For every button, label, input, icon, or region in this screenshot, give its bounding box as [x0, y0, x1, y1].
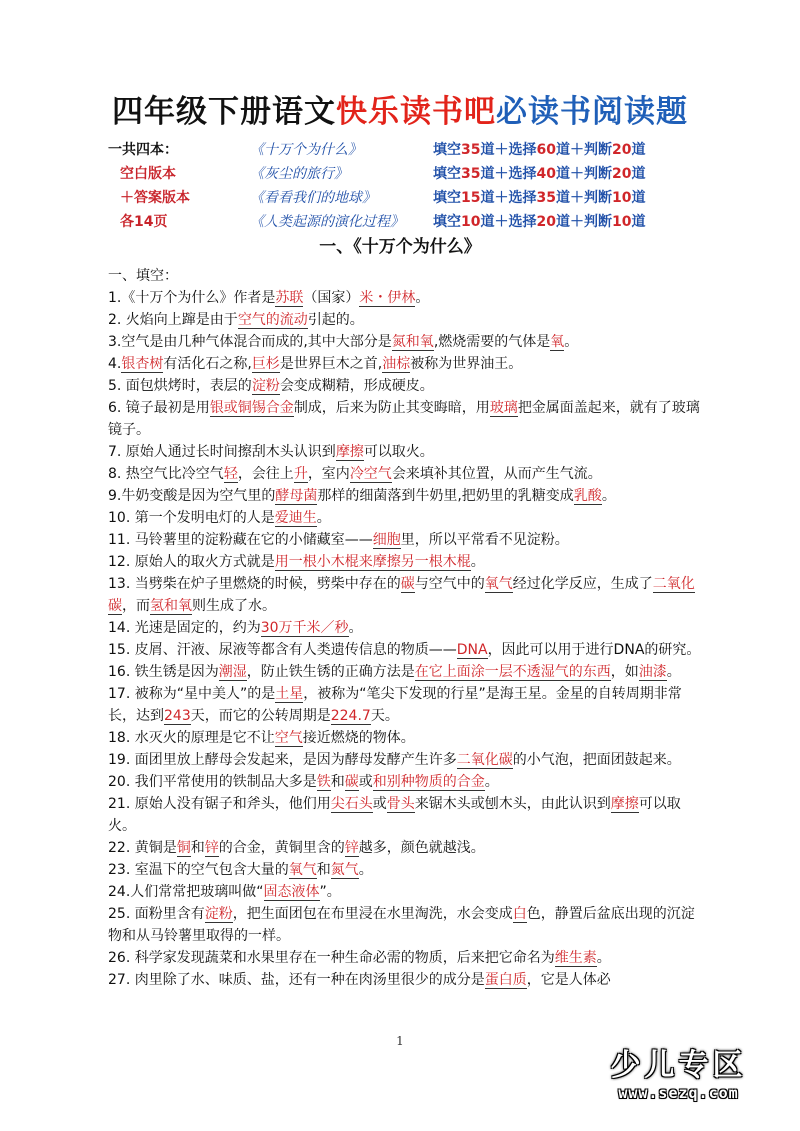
question-text: 24.人们常常把玻璃叫做“	[108, 884, 264, 900]
answer-blank: 升	[293, 466, 308, 482]
book-title: 《灰尘的旅行》	[250, 166, 348, 182]
question-text: 25. 面粉里含有	[108, 906, 205, 922]
watermark-text: 少儿专区	[610, 1048, 747, 1083]
answer-blank: 二氧化碳	[456, 752, 513, 768]
question-text: 20. 我们平常使用的铁制品大多是	[108, 774, 317, 790]
answer-blank: 细胞	[372, 532, 401, 548]
answer-blank: 土星	[275, 686, 304, 702]
answer-blank: 空气的流动	[237, 312, 308, 328]
answer-blank: 224.7	[330, 708, 371, 724]
count-number: 35	[536, 190, 556, 206]
question-text: 。	[470, 554, 485, 570]
answer-blank: 银或铜锡合金	[209, 400, 294, 416]
question-text: 8. 热空气比冷空气	[108, 466, 224, 482]
question-counts	[433, 210, 645, 234]
question-text: 22. 黄铜是	[108, 840, 177, 856]
answer-blank: 油漆	[638, 664, 667, 680]
question-text: 色，静置后盆底出现的沉淀物和从马铃薯里取得的一样。	[108, 906, 695, 944]
question-text: 12. 原始人的取火方式就是	[108, 554, 275, 570]
answer-blank: 在它上面涂一层不透湿气的东西	[414, 664, 611, 680]
count-text: 道	[631, 190, 646, 206]
count-text: 填空	[433, 142, 461, 158]
answer-blank: 乳酸	[573, 488, 602, 504]
count-text: 道＋选择	[480, 214, 537, 230]
book-title: 《看看我们的地球》	[250, 190, 376, 206]
question-text: 19. 面团里放上酵母会发起来，是因为酵母发酵产生许多	[108, 752, 457, 768]
count-text: 道＋选择	[480, 190, 537, 206]
question-text: 23. 室温下的空气包含大量的	[108, 862, 289, 878]
count-text: 道＋判断	[555, 142, 612, 158]
question-text: 7. 原始人通过长时间擦刮木头认识到	[108, 444, 336, 460]
question-text: 或	[372, 796, 387, 812]
watermark-url: www.sezq.com	[618, 1084, 739, 1102]
answer-blank: 爱迪生	[274, 510, 317, 526]
question-item	[108, 727, 706, 749]
question-text: 16. 铁生锈是因为	[108, 664, 219, 680]
question-text: 27. 肉里除了水、味质、盐，还有一种在肉汤里很少的成分是	[108, 972, 485, 988]
answer-blank: 氧气	[288, 862, 317, 878]
question-text: 或	[358, 774, 373, 790]
question-item	[108, 529, 706, 551]
question-item	[108, 309, 706, 331]
page-number: 1	[396, 1034, 404, 1048]
question-item	[108, 573, 706, 617]
count-text: 道	[631, 166, 646, 182]
question-counts	[433, 162, 645, 186]
question-text: 。	[601, 488, 616, 504]
question-text: ，而	[122, 598, 150, 614]
count-number: 20	[536, 214, 556, 230]
answer-blank: 氢和氧	[150, 598, 192, 614]
question-item	[108, 331, 706, 353]
count-text: 填空	[433, 166, 461, 182]
question-item	[108, 617, 706, 639]
question-text: 可以取火。	[363, 444, 434, 460]
answer-blank: 铜	[176, 840, 191, 856]
count-number: 35	[461, 166, 481, 182]
question-text: 可以取火。	[108, 796, 681, 834]
answer-blank: 油棕	[382, 356, 411, 372]
question-text: ，会往上	[237, 466, 294, 482]
title-part-2: 快乐读书吧	[336, 94, 496, 130]
question-item	[108, 287, 706, 309]
question-text: 接近燃烧的物体。	[302, 730, 415, 746]
count-text: 填空	[433, 190, 461, 206]
count-text: 道＋选择	[480, 142, 537, 158]
count-number: 10	[611, 190, 632, 206]
question-item	[108, 793, 706, 837]
question-text: 则生成了水。	[192, 598, 276, 614]
intro-label: 一共四本：	[108, 142, 178, 158]
count-number: 20	[611, 166, 632, 182]
question-text: 。	[484, 774, 499, 790]
question-text: 18. 水灭火的原理是它不让	[108, 730, 275, 746]
question-item	[108, 485, 706, 507]
count-text: 道	[631, 214, 646, 230]
title-part-3: 必读书阅读题	[496, 94, 688, 130]
count-number: 60	[536, 142, 556, 158]
question-text: 和	[190, 840, 205, 856]
answer-blank: 碳	[400, 576, 415, 592]
question-list	[108, 265, 706, 991]
intro-label: 各14页	[120, 214, 168, 230]
question-text: ,燃烧需要的气体是	[433, 334, 551, 350]
question-text: ，室内	[307, 466, 350, 482]
answer-blank: 银杏树	[121, 356, 164, 372]
question-text: 3.空气是由几种气体混合而成的,其中大部分是	[108, 334, 392, 350]
title-part-1: 四年级下册语文	[112, 94, 336, 130]
question-counts	[433, 186, 645, 210]
answer-blank: 氮和氧	[391, 334, 434, 350]
question-text: ”。	[319, 884, 341, 900]
answer-blank: 蛋白质	[484, 972, 527, 988]
count-text: 道＋判断	[555, 214, 612, 230]
answer-blank: 尖石头	[330, 796, 373, 812]
question-counts	[433, 138, 645, 162]
count-text: 道＋判断	[555, 190, 612, 206]
subheading: 一、填空：	[108, 268, 178, 284]
question-text: 15. 皮屑、汗液、尿液等都含有人类遗传信息的物质——	[108, 642, 457, 658]
answer-blank: 和别种物质的合金	[372, 774, 485, 790]
question-item	[108, 903, 706, 947]
question-text: 14. 光速是固定的，约为	[108, 620, 261, 636]
question-item	[108, 639, 706, 661]
book-list-intro	[108, 138, 708, 234]
book-title: 《十万个为什么》	[250, 142, 362, 158]
answer-blank: 碳	[344, 774, 359, 790]
question-text: 是世界巨木之首,	[279, 356, 383, 372]
page-title	[0, 86, 800, 131]
question-text: 制成，后来为防止其变晦暗，用	[293, 400, 490, 416]
answer-blank: 维生素	[554, 950, 597, 966]
question-text: 天。	[370, 708, 399, 724]
question-item	[108, 463, 706, 485]
question-text: 。	[596, 950, 611, 966]
count-number: 20	[611, 142, 632, 158]
question-text: 与空气中的	[414, 576, 485, 592]
question-item	[108, 859, 706, 881]
question-text: 。	[348, 620, 363, 636]
answer-blank: 空气	[274, 730, 303, 746]
question-text: ，防止铁生锈的正确方法是	[246, 664, 415, 680]
answer-blank: 氧	[550, 334, 565, 350]
answer-blank: 锌	[344, 840, 359, 856]
count-text: 道＋选择	[480, 166, 537, 182]
count-number: 40	[536, 166, 556, 182]
question-text: 。	[316, 510, 331, 526]
question-text: 那样的细菌落到牛奶里,把奶里的乳糖变成	[317, 488, 574, 504]
question-item	[108, 771, 706, 793]
question-text: 的小气泡，把面团鼓起来。	[512, 752, 681, 768]
question-item	[108, 551, 706, 573]
question-item	[108, 353, 706, 375]
section-title: 一、《十万个为什么》	[319, 237, 481, 257]
question-text: 26. 科学家发现蔬菜和水果里存在一种生命必需的物质，后来把它命名为	[108, 950, 555, 966]
answer-blank: 30万千米／秒	[260, 620, 349, 636]
count-text: 填空	[433, 214, 461, 230]
question-text: 。	[666, 664, 681, 680]
question-text: ，被称为“笔尖下发现的行星”是海王星。金星的自转周期非常长，达到	[108, 686, 682, 724]
question-text: 里，所以平常看不见淀粉。	[400, 532, 569, 548]
question-text: 。	[415, 290, 430, 306]
question-text: 4.	[108, 356, 122, 372]
count-number: 10	[461, 214, 481, 230]
answer-blank: 巨杉	[251, 356, 280, 372]
question-text: 。	[358, 862, 373, 878]
answer-blank: 冷空气	[349, 466, 392, 482]
answer-blank: 轻	[223, 466, 238, 482]
question-text: 10. 第一个发明电灯的人是	[108, 510, 275, 526]
question-item	[108, 661, 706, 683]
count-text: 道	[631, 142, 646, 158]
question-item	[108, 881, 706, 903]
watermark-logo	[591, 1040, 766, 1102]
question-item	[108, 837, 706, 859]
question-text: 有活化石之称,	[163, 356, 252, 372]
question-text: 9.牛奶变酸是因为空气里的	[108, 488, 276, 504]
question-text: 被称为世界油王。	[410, 356, 523, 372]
question-text: 把金属面盖起来，就有了玻璃镜子。	[108, 400, 700, 438]
answer-blank: 米・伊林	[359, 290, 416, 306]
question-text: 11. 马铃薯里的淀粉藏在它的小储藏室——	[108, 532, 373, 548]
answer-blank: 玻璃	[489, 400, 518, 416]
question-text: 的合金，黄铜里含的	[218, 840, 345, 856]
answer-blank: 酵母菌	[275, 488, 318, 504]
answer-blank: 潮湿	[218, 664, 247, 680]
book-title: 《人类起源的演化过程》	[250, 214, 404, 230]
count-number: 15	[461, 190, 481, 206]
count-number: 35	[461, 142, 481, 158]
intro-row	[108, 186, 708, 210]
question-text: 。	[564, 334, 579, 350]
intro-label: ＋答案版本	[120, 190, 190, 206]
question-text: 越多，颜色就越浅。	[358, 840, 485, 856]
question-item	[108, 683, 706, 727]
answer-blank: 淀粉	[251, 378, 280, 394]
intro-row	[108, 162, 708, 186]
question-item	[108, 749, 706, 771]
answer-blank: 锌	[204, 840, 219, 856]
question-text: 引起的。	[307, 312, 364, 328]
intro-row	[108, 210, 708, 234]
answer-blank: 固态液体	[263, 884, 320, 900]
answer-blank: 苏联	[275, 290, 304, 306]
question-text: 会变成糊精，形成硬皮。	[279, 378, 434, 394]
answer-blank: 二氧化碳	[108, 576, 695, 614]
answer-blank: 铁	[316, 774, 331, 790]
question-text: 1.《十万个为什么》作者是	[108, 290, 276, 306]
question-item	[108, 397, 706, 441]
answer-blank: 243	[164, 708, 191, 724]
question-text: 和	[316, 862, 331, 878]
intro-label: 空白版本	[120, 166, 176, 182]
answer-blank: DNA	[456, 642, 488, 658]
answer-blank: 摩擦	[335, 444, 364, 460]
question-text: 经过化学反应，生成了	[512, 576, 653, 592]
question-text: ，因此可以用于进行DNA的研究。	[487, 642, 701, 658]
question-text: 17. 被称为“星中美人”的是	[108, 686, 276, 702]
question-text: ，如	[610, 664, 639, 680]
answer-blank: 骨头	[386, 796, 415, 812]
question-item	[108, 969, 706, 991]
question-item	[108, 507, 706, 529]
intro-row	[108, 138, 708, 162]
answer-blank: 摩擦	[610, 796, 639, 812]
question-text: 5. 面包烘烤时，表层的	[108, 378, 252, 394]
question-text: 6. 镜子最初是用	[108, 400, 210, 416]
question-text: 21. 原始人没有锯子和斧头，他们用	[108, 796, 331, 812]
answer-blank: 氮气	[330, 862, 359, 878]
question-item	[108, 947, 706, 969]
question-text: 和	[330, 774, 345, 790]
question-text: （国家）	[303, 290, 360, 306]
answer-blank: 氧气	[484, 576, 513, 592]
question-text: 会来填补其位置，从而产生气流。	[391, 466, 602, 482]
question-text: ，它是人体必	[526, 972, 611, 988]
question-text: 来锯木头或刨木头，由此认识到	[414, 796, 611, 812]
count-number: 10	[611, 214, 632, 230]
question-text: ，把生面团包在布里浸在水里淘洗，水会变成	[232, 906, 513, 922]
answer-blank: 淀粉	[204, 906, 233, 922]
count-text: 道＋判断	[555, 166, 612, 182]
answer-blank: 白	[512, 906, 527, 922]
question-item	[108, 375, 706, 397]
question-text: 天，而它的公转周期是	[190, 708, 331, 724]
question-item	[108, 441, 706, 463]
question-text: 13. 当劈柴在炉子里燃烧的时候，劈柴中存在的	[108, 576, 401, 592]
answer-blank: 用一根小木棍来摩擦另一根木棍	[274, 554, 471, 570]
question-text: 2. 火焰向上蹿是由于	[108, 312, 238, 328]
